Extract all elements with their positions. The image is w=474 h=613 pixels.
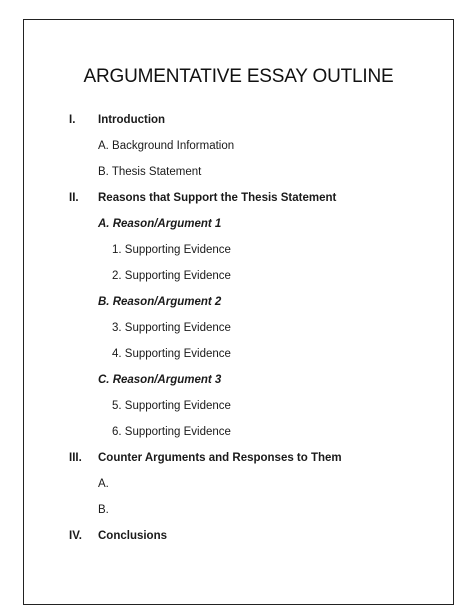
section-numeral-2: II. <box>69 192 79 204</box>
evidence-item-1: 1. Supporting Evidence <box>112 244 231 256</box>
subsection-reason-3: C. Reason/Argument 3 <box>98 374 222 386</box>
section-heading-counter-arguments: Counter Arguments and Responses to Them <box>98 452 342 464</box>
subsection-thesis-statement: B. Thesis Statement <box>98 166 202 178</box>
document-page <box>23 19 454 605</box>
section-numeral-3: III. <box>69 452 82 464</box>
section-heading-conclusions: Conclusions <box>98 530 168 542</box>
page-title: ARGUMENTATIVE ESSAY OUTLINE <box>83 66 394 87</box>
section-numeral-4: IV. <box>69 530 83 542</box>
section-numeral-1: I. <box>69 114 76 126</box>
evidence-item-5: 5. Supporting Evidence <box>112 400 231 412</box>
subsection-reason-1: A. Reason/Argument 1 <box>98 218 222 230</box>
subsection-counter-b: B. <box>98 504 109 516</box>
section-heading-introduction: Introduction <box>98 114 166 126</box>
evidence-item-3: 3. Supporting Evidence <box>112 322 231 334</box>
subsection-reason-2: B. Reason/Argument 2 <box>98 296 222 308</box>
evidence-item-6: 6. Supporting Evidence <box>112 426 231 438</box>
subsection-counter-a: A. <box>98 478 109 490</box>
evidence-item-4: 4. Supporting Evidence <box>112 348 231 360</box>
section-heading-reasons: Reasons that Support the Thesis Statement <box>98 192 337 204</box>
subsection-background-information: A. Background Information <box>98 140 235 152</box>
evidence-item-2: 2. Supporting Evidence <box>112 270 231 282</box>
